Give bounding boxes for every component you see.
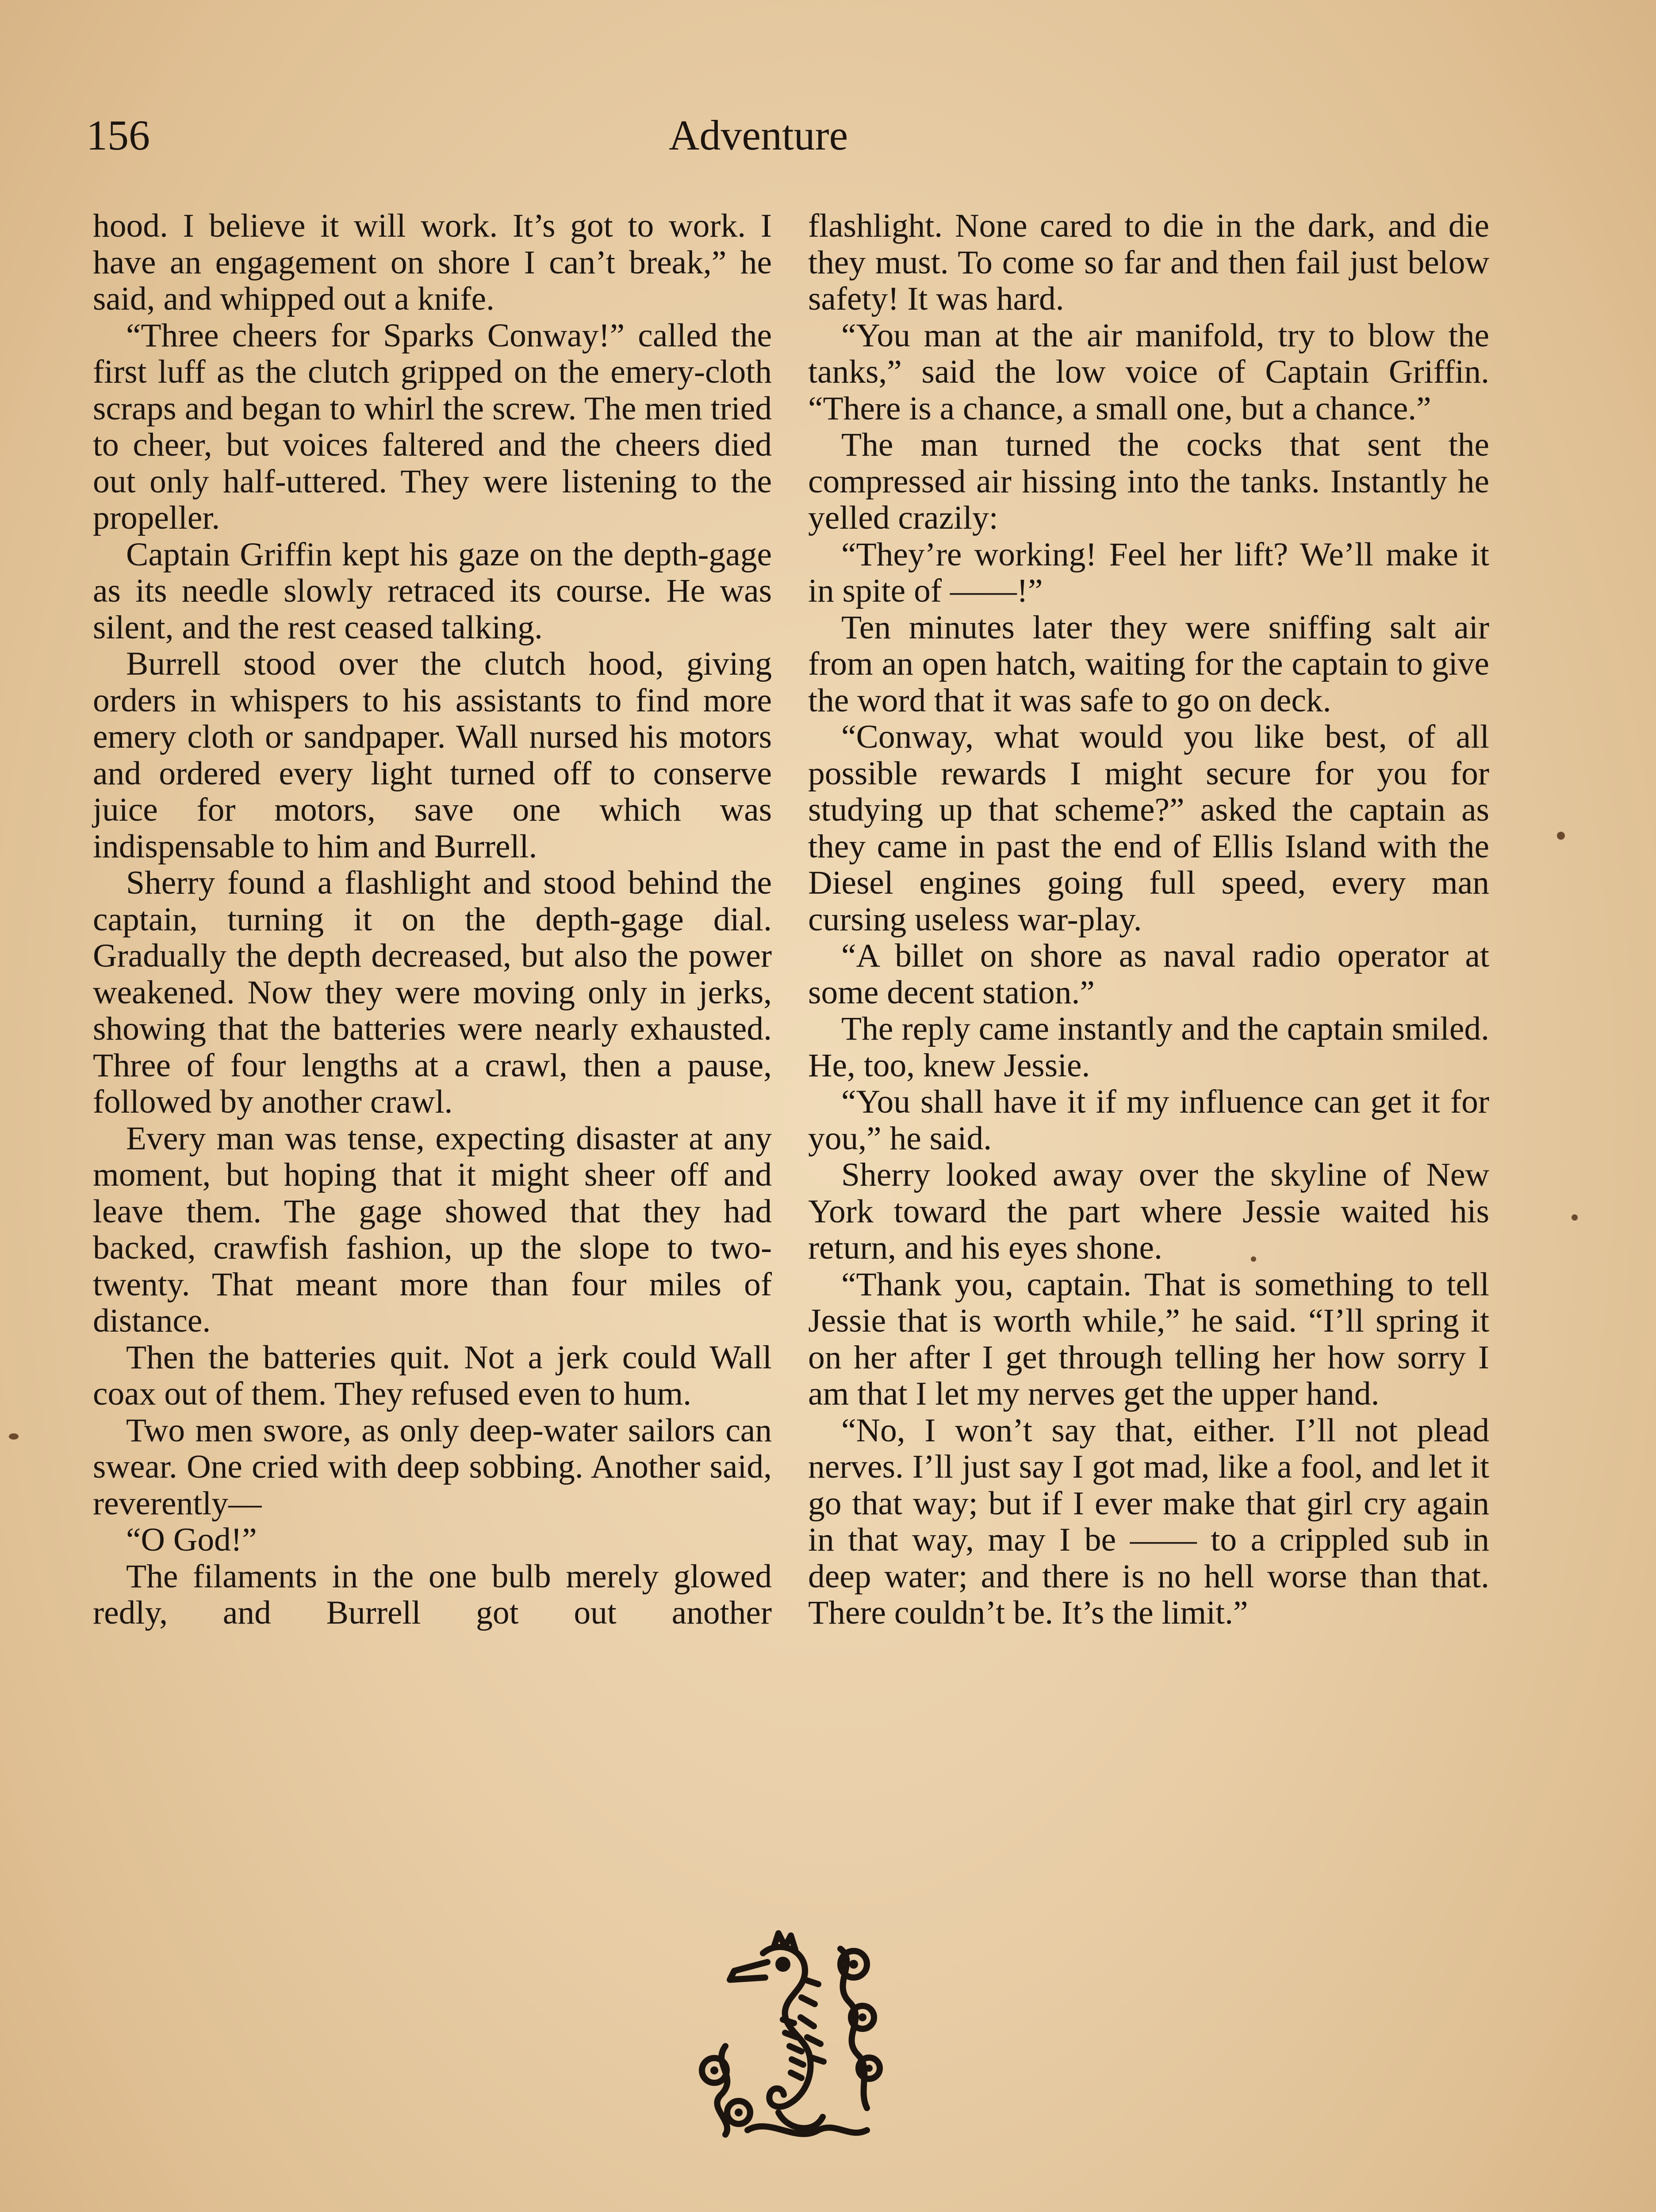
paragraph: “A billet on shore as naval radio operator at some decent station.”	[808, 937, 1489, 1011]
paragraph: The filaments in the one bulb merely glowed redly, and Burrell got out another	[93, 1558, 772, 1631]
paragraph: “You man at the air manifold, try to blow the tanks,” said the low voice of Captain Griffin. “There is a chance, a small one, but a chance.”	[808, 317, 1489, 427]
left-column	[93, 208, 772, 1632]
paper-spot	[1557, 832, 1565, 840]
paragraph: Then the batteries quit. Not a jerk could Wall coax out of them. They refused even to hum.	[93, 1339, 772, 1412]
paragraph: Sherry found a flashlight and stood behind the captain, turning it on the depth-gage dial. Gradually the depth decreased, but also the power weakened. Now they were moving only in jerks, showing that the batteries were nearly exhausted. Three of four lengths at a crawl, then a pause, followed by another crawl.	[93, 864, 772, 1120]
paragraph: “You shall have it if my influence can get it for you,” he said.	[808, 1083, 1489, 1157]
paragraph: hood. I believe it will work. It’s got to work. I have an engagement on shore I can’t break,” he said, and whipped out a knife.	[93, 207, 772, 317]
paragraph: The man turned the cocks that sent the compressed air hissing into the tanks. Instantly he yelled crazily:	[808, 426, 1489, 536]
page-number: 156	[86, 111, 150, 159]
paragraph: “They’re working! Feel her lift? We’ll make it in spite of ——!”	[808, 536, 1489, 609]
paragraph: Ten minutes later they were sniffing salt air from an open hatch, waiting for the captain to give the word that it was safe to go on deck.	[808, 609, 1489, 719]
paper-spot	[1572, 1214, 1578, 1221]
paper-spot	[9, 1433, 19, 1440]
paragraph: Sherry looked away over the skyline of New York toward the part where Jessie waited his return, and his eyes shone.	[808, 1156, 1489, 1266]
paragraph: “Three cheers for Sparks Conway!” called the first luff as the clutch gripped on the emery-cloth scraps and began to whirl the screw. The men tried to cheer, but voices faltered and the cheers died out only half-uttered. They were listening to the propeller.	[93, 317, 772, 536]
paragraph: flashlight. None cared to die in the dark, and die they must. To come so far and then fail just below safety! It was hard.	[808, 207, 1489, 317]
running-head-title: Adventure	[669, 111, 848, 159]
paragraph: “Conway, what would you like best, of all possible rewards I might secure for you for studying up that scheme?” asked the captain as they came in past the end of Ellis Island with the Diesel engines going full speed, every man cursing useless war-play.	[808, 718, 1489, 938]
paragraph: Captain Griffin kept his gaze on the depth-gage as its needle slowly retraced its course. He was silent, and the rest ceased talking.	[93, 536, 772, 646]
paragraph: “O God!”	[126, 1521, 257, 1558]
paragraph: The reply came instantly and the captain smiled. He, too, knew Jessie.	[808, 1010, 1489, 1084]
seahorse-ornament-icon	[672, 1922, 920, 2170]
paragraph: “No, I won’t say that, either. I’ll not plead nerves. I’ll just say I got mad, like a fool, and let it go that way; but if I ever make that girl cry again in that way, may I be —— to a crippled sub in deep water; and there is no hell worse than that. There couldn’t be. It’s the limit.”	[808, 1412, 1489, 1631]
paragraph: Burrell stood over the clutch hood, giving orders in whispers to his assistants to find more emery cloth or sandpaper. Wall nursed his motors and ordered every light turned off to conserve juice for motors, save one which was indispensable to him and Burrell.	[93, 645, 772, 865]
paragraph: Every man was tense, expecting disaster at any moment, but hoping that it might sheer off and leave them. The gage showed that they had backed, crawfish fashion, up the slope to two-twenty. That meant more than four miles of distance.	[93, 1120, 772, 1339]
right-column	[808, 208, 1489, 1632]
paragraph: “Thank you, captain. That is something to tell Jessie that is worth while,” he said. “I’ll spring it on her after I get through telling her how sorry I am that I let my nerves get the upper hand.	[808, 1266, 1489, 1412]
paragraph: Two men swore, as only deep-water sailors can swear. One cried with deep sobbing. Another said, reverently—	[93, 1412, 772, 1522]
